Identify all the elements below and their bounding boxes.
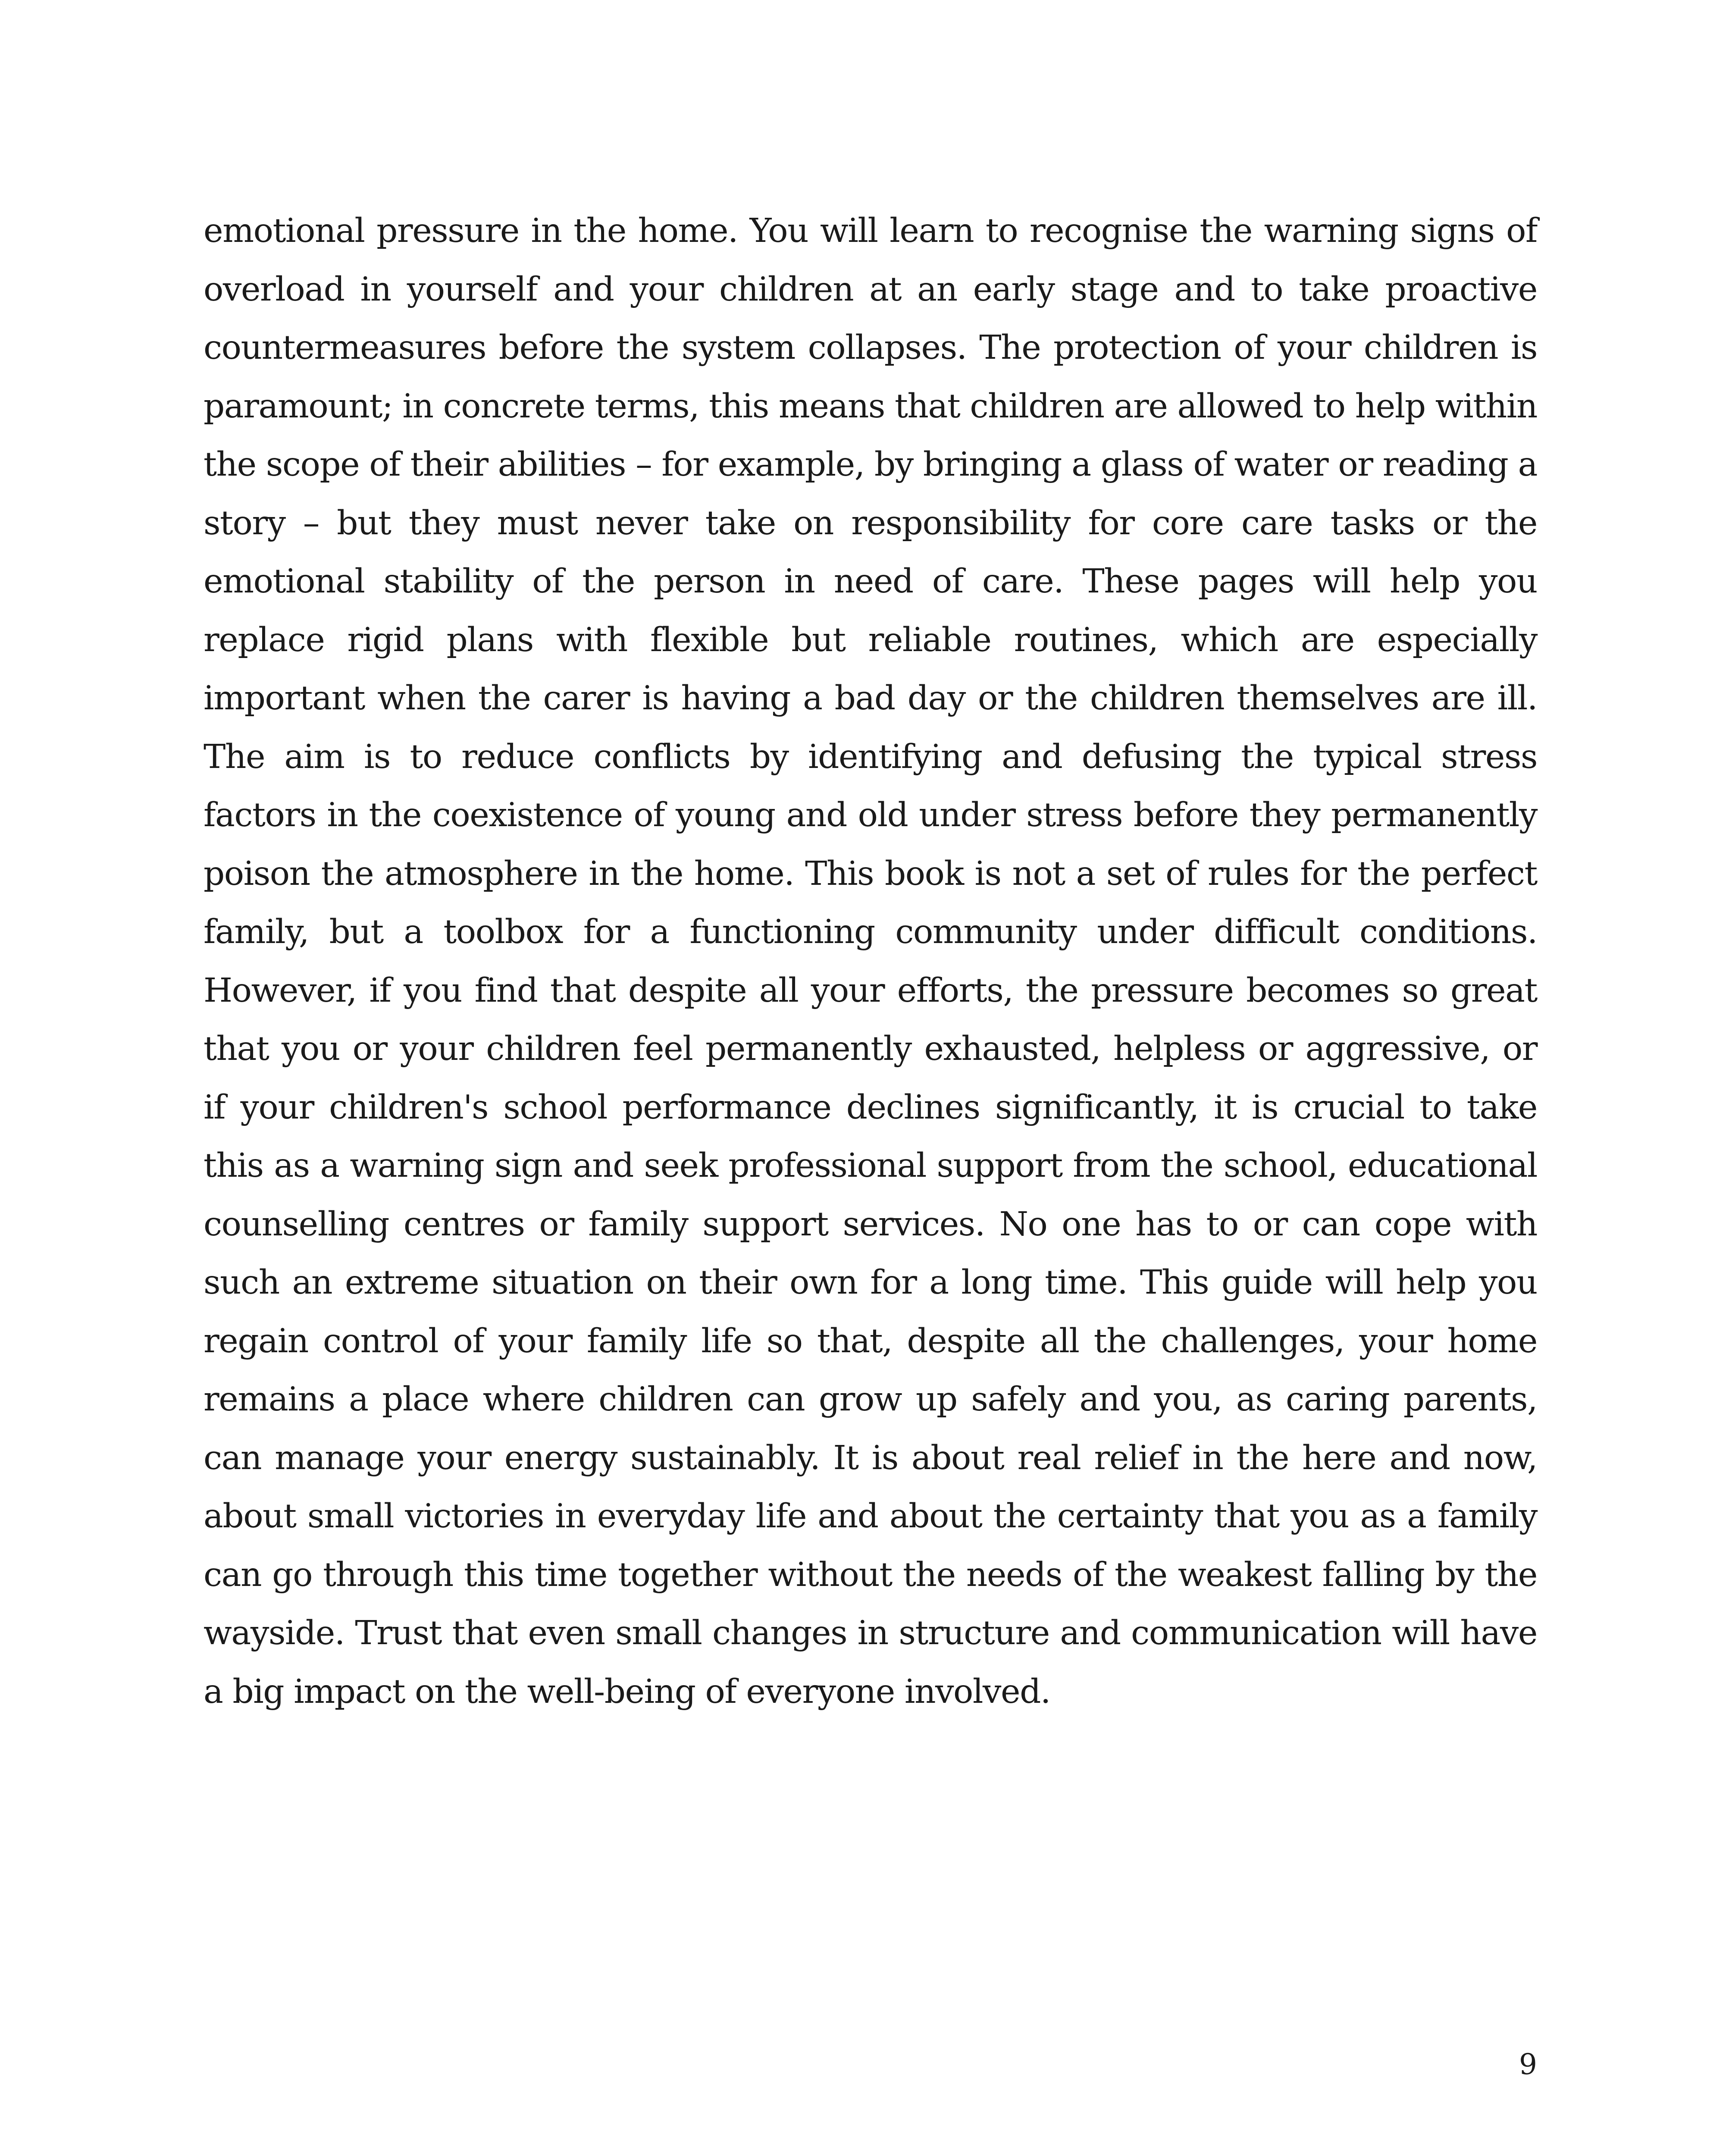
body-paragraph: emotional pressure in the home. You will learn to recognise the warning signs of overload in yourself and your children at an early stage and to take proactive countermeasures before the system collapses. The protection of your children is paramount; in concrete terms, this means that children are allowed to help within the scope of their abilities – for example, by bringing a glass of water or reading a story – but they must never take on responsibility for core care tasks or the emotional stability of the person in need of care. These pages will help you replace rigid plans with flexible but reliable routines, which are especially important when the carer is having a bad day or the children themselves are ill. The aim is to reduce conflicts by identifying and defusing the typical stress factors in the coexistence of young and old under stress before they permanently poison the atmosphere in the home. This book is not a set of rules for the perfect family, but a toolbox for a functioning community under difficult conditions. However, if you find that despite all your efforts, the pressure becomes so great that you or your children feel permanently exhausted, helpless or aggressive, or if your children's school performance declines significantly, it is crucial to take this as a warning sign and seek professional support from the school, educational counselling centres or family support services. No one has to or can cope with such an extreme situation on their own for a long time. This guide will help you regain control of your family life so that, despite all the challenges, your home remains a place where children can grow up safely and you, as caring parents, can manage your energy sustainably. It is about real relief in the here and now, about small victories in everyday life and about the certainty that you as a family can go through this time together without the needs of the weakest falling by the wayside. Trust that even small changes in structure and communication will have a big impact on the well-being of everyone involved.: [204, 212, 1537, 1711]
page-number: 9: [1519, 2048, 1537, 2081]
